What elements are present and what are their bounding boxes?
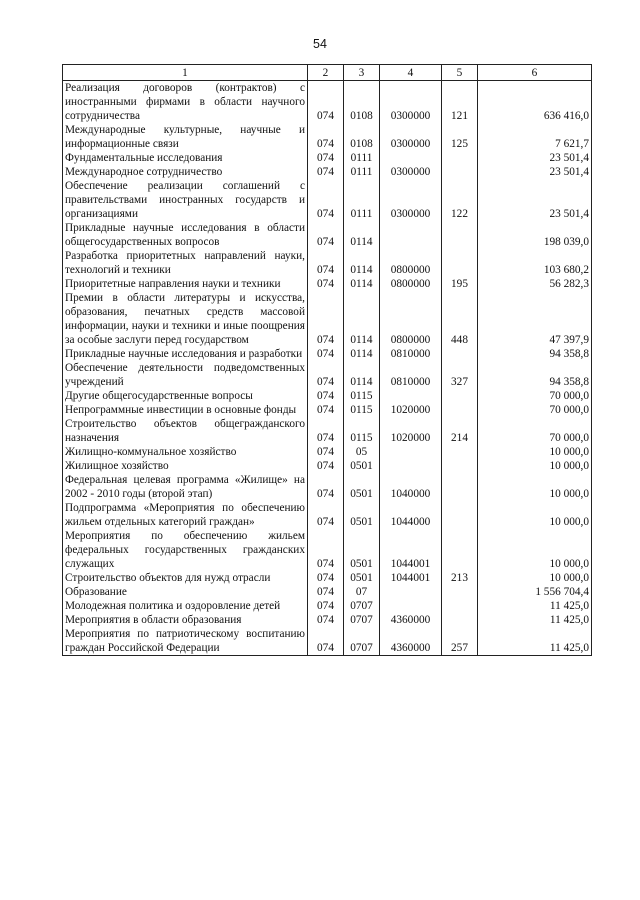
target-item-cell: 1044001 bbox=[380, 571, 442, 585]
section-code-cell: 0114 bbox=[344, 277, 380, 291]
amount-cell: 70 000,0 bbox=[478, 417, 592, 445]
expense-type-cell: 121 bbox=[442, 81, 478, 124]
row-name-cell: Разработка приоритетных направлений науки, технологий и техники bbox=[63, 249, 308, 277]
expense-type-cell: 327 bbox=[442, 361, 478, 389]
target-item-cell: 1020000 bbox=[380, 417, 442, 445]
target-item-cell: 0300000 bbox=[380, 165, 442, 179]
expense-type-cell bbox=[442, 221, 478, 249]
ministry-code-cell: 074 bbox=[308, 165, 344, 179]
ministry-code-cell: 074 bbox=[308, 361, 344, 389]
row-name-cell: Подпрограмма «Мероприятия по обеспечению жильем отдельных категорий граждан» bbox=[63, 501, 308, 529]
section-code-cell: 0707 bbox=[344, 613, 380, 627]
ministry-code-cell: 074 bbox=[308, 417, 344, 445]
row-name-cell: Международное сотрудничество bbox=[63, 165, 308, 179]
ministry-code-cell: 074 bbox=[308, 389, 344, 403]
target-item-cell: 0810000 bbox=[380, 347, 442, 361]
table-row bbox=[63, 403, 592, 417]
row-name-cell: Жилищно-коммунальное хозяйство bbox=[63, 445, 308, 459]
section-code-cell: 0501 bbox=[344, 501, 380, 529]
column-header-3: 3 bbox=[344, 65, 380, 81]
ministry-code-cell: 074 bbox=[308, 123, 344, 151]
amount-cell: 56 282,3 bbox=[478, 277, 592, 291]
target-item-cell: 0300000 bbox=[380, 179, 442, 221]
amount-cell: 10 000,0 bbox=[478, 571, 592, 585]
ministry-code-cell: 074 bbox=[308, 81, 344, 124]
table-row bbox=[63, 165, 592, 179]
table-row bbox=[63, 585, 592, 599]
section-code-cell: 0114 bbox=[344, 291, 380, 347]
amount-cell: 10 000,0 bbox=[478, 473, 592, 501]
target-item-cell bbox=[380, 221, 442, 249]
section-code-cell: 0114 bbox=[344, 347, 380, 361]
target-item-cell bbox=[380, 585, 442, 599]
expense-type-cell: 257 bbox=[442, 627, 478, 656]
section-code-cell: 0108 bbox=[344, 81, 380, 124]
ministry-code-cell: 074 bbox=[308, 459, 344, 473]
table-row bbox=[63, 417, 592, 445]
target-item-cell: 1040000 bbox=[380, 473, 442, 501]
section-code-cell: 0501 bbox=[344, 473, 380, 501]
ministry-code-cell: 074 bbox=[308, 571, 344, 585]
row-name-cell: Жилищное хозяйство bbox=[63, 459, 308, 473]
section-code-cell: 0108 bbox=[344, 123, 380, 151]
table-row bbox=[63, 445, 592, 459]
target-item-cell bbox=[380, 445, 442, 459]
expense-type-cell: 213 bbox=[442, 571, 478, 585]
ministry-code-cell: 074 bbox=[308, 221, 344, 249]
table-row bbox=[63, 473, 592, 501]
budget-table bbox=[62, 64, 592, 656]
ministry-code-cell: 074 bbox=[308, 599, 344, 613]
ministry-code-cell: 074 bbox=[308, 627, 344, 656]
target-item-cell: 0800000 bbox=[380, 277, 442, 291]
section-code-cell: 0707 bbox=[344, 627, 380, 656]
table-row bbox=[63, 347, 592, 361]
amount-cell: 23 501,4 bbox=[478, 179, 592, 221]
row-name-cell: Фундаментальные исследования bbox=[63, 151, 308, 165]
table-row bbox=[63, 627, 592, 656]
section-code-cell: 0115 bbox=[344, 389, 380, 403]
expense-type-cell bbox=[442, 599, 478, 613]
target-item-cell: 1020000 bbox=[380, 403, 442, 417]
section-code-cell: 0111 bbox=[344, 179, 380, 221]
table-row bbox=[63, 529, 592, 571]
expense-type-cell bbox=[442, 529, 478, 571]
amount-cell: 70 000,0 bbox=[478, 403, 592, 417]
target-item-cell: 0300000 bbox=[380, 81, 442, 124]
section-code-cell: 0114 bbox=[344, 221, 380, 249]
amount-cell: 10 000,0 bbox=[478, 459, 592, 473]
expense-type-cell bbox=[442, 403, 478, 417]
table-row bbox=[63, 151, 592, 165]
row-name-cell: Обеспечение реализации соглашений с правительствами иностранных государств и организациями bbox=[63, 179, 308, 221]
expense-type-cell: 122 bbox=[442, 179, 478, 221]
ministry-code-cell: 074 bbox=[308, 445, 344, 459]
amount-cell: 7 621,7 bbox=[478, 123, 592, 151]
table-row bbox=[63, 123, 592, 151]
table-row bbox=[63, 277, 592, 291]
target-item-cell: 0800000 bbox=[380, 249, 442, 277]
ministry-code-cell: 074 bbox=[308, 151, 344, 165]
column-header-5: 5 bbox=[442, 65, 478, 81]
ministry-code-cell: 074 bbox=[308, 403, 344, 417]
target-item-cell: 0800000 bbox=[380, 291, 442, 347]
section-code-cell: 0115 bbox=[344, 417, 380, 445]
amount-cell: 70 000,0 bbox=[478, 389, 592, 403]
column-header-6: 6 bbox=[478, 65, 592, 81]
table-row bbox=[63, 389, 592, 403]
expense-type-cell: 195 bbox=[442, 277, 478, 291]
row-name-cell: Другие общегосударственные вопросы bbox=[63, 389, 308, 403]
column-header-4: 4 bbox=[380, 65, 442, 81]
table-row bbox=[63, 179, 592, 221]
target-item-cell: 4360000 bbox=[380, 627, 442, 656]
expense-type-cell: 448 bbox=[442, 291, 478, 347]
section-code-cell: 0501 bbox=[344, 529, 380, 571]
row-name-cell: Строительство объектов общегражданского назначения bbox=[63, 417, 308, 445]
target-item-cell: 0810000 bbox=[380, 361, 442, 389]
table-row bbox=[63, 291, 592, 347]
table-row bbox=[63, 571, 592, 585]
amount-cell: 103 680,2 bbox=[478, 249, 592, 277]
amount-cell: 11 425,0 bbox=[478, 627, 592, 656]
amount-cell: 10 000,0 bbox=[478, 445, 592, 459]
row-name-cell: Мероприятия по обеспечению жильем федеральных государственных гражданских служащих bbox=[63, 529, 308, 571]
expense-type-cell bbox=[442, 473, 478, 501]
row-name-cell: Международные культурные, научные и информационные связи bbox=[63, 123, 308, 151]
amount-cell: 23 501,4 bbox=[478, 151, 592, 165]
column-header-1: 1 bbox=[63, 65, 308, 81]
ministry-code-cell: 074 bbox=[308, 473, 344, 501]
expense-type-cell: 214 bbox=[442, 417, 478, 445]
target-item-cell bbox=[380, 459, 442, 473]
row-name-cell: Молодежная политика и оздоровление детей bbox=[63, 599, 308, 613]
target-item-cell: 1044000 bbox=[380, 501, 442, 529]
expense-type-cell bbox=[442, 151, 478, 165]
target-item-cell: 1044001 bbox=[380, 529, 442, 571]
row-name-cell: Строительство объектов для нужд отрасли bbox=[63, 571, 308, 585]
amount-cell: 94 358,8 bbox=[478, 347, 592, 361]
expense-type-cell bbox=[442, 459, 478, 473]
row-name-cell: Мероприятия по патриотическому воспитанию граждан Российской Федерации bbox=[63, 627, 308, 656]
section-code-cell: 0114 bbox=[344, 361, 380, 389]
row-name-cell: Приоритетные направления науки и техники bbox=[63, 277, 308, 291]
expense-type-cell bbox=[442, 165, 478, 179]
expense-type-cell bbox=[442, 389, 478, 403]
target-item-cell: 0300000 bbox=[380, 123, 442, 151]
target-item-cell bbox=[380, 389, 442, 403]
expense-type-cell bbox=[442, 585, 478, 599]
amount-cell: 11 425,0 bbox=[478, 599, 592, 613]
ministry-code-cell: 074 bbox=[308, 347, 344, 361]
table-row bbox=[63, 613, 592, 627]
row-name-cell: Мероприятия в области образования bbox=[63, 613, 308, 627]
table-row bbox=[63, 459, 592, 473]
expense-type-cell bbox=[442, 347, 478, 361]
ministry-code-cell: 074 bbox=[308, 529, 344, 571]
amount-cell: 10 000,0 bbox=[478, 529, 592, 571]
target-item-cell: 4360000 bbox=[380, 613, 442, 627]
amount-cell: 11 425,0 bbox=[478, 613, 592, 627]
section-code-cell: 0501 bbox=[344, 459, 380, 473]
ministry-code-cell: 074 bbox=[308, 585, 344, 599]
row-name-cell: Прикладные научные исследования в области общегосударственных вопросов bbox=[63, 221, 308, 249]
ministry-code-cell: 074 bbox=[308, 179, 344, 221]
column-header-2: 2 bbox=[308, 65, 344, 81]
section-code-cell: 05 bbox=[344, 445, 380, 459]
target-item-cell bbox=[380, 151, 442, 165]
ministry-code-cell: 074 bbox=[308, 249, 344, 277]
table-row bbox=[63, 221, 592, 249]
expense-type-cell: 125 bbox=[442, 123, 478, 151]
expense-type-cell bbox=[442, 445, 478, 459]
expense-type-cell bbox=[442, 249, 478, 277]
expense-type-cell bbox=[442, 613, 478, 627]
table-row bbox=[63, 81, 592, 124]
header-row bbox=[63, 65, 592, 81]
amount-cell: 198 039,0 bbox=[478, 221, 592, 249]
amount-cell: 47 397,9 bbox=[478, 291, 592, 347]
row-name-cell: Обеспечение деятельности подведомственных учреждений bbox=[63, 361, 308, 389]
amount-cell: 10 000,0 bbox=[478, 501, 592, 529]
expense-type-cell bbox=[442, 501, 478, 529]
target-item-cell bbox=[380, 599, 442, 613]
amount-cell: 94 358,8 bbox=[478, 361, 592, 389]
row-name-cell: Образование bbox=[63, 585, 308, 599]
section-code-cell: 0707 bbox=[344, 599, 380, 613]
ministry-code-cell: 074 bbox=[308, 277, 344, 291]
section-code-cell: 0111 bbox=[344, 151, 380, 165]
row-name-cell: Премии в области литературы и искусства, образования, печатных средств массовой информации, науки и техники и иные поощрения за особые заслуги перед государством bbox=[63, 291, 308, 347]
amount-cell: 23 501,4 bbox=[478, 165, 592, 179]
section-code-cell: 0115 bbox=[344, 403, 380, 417]
row-name-cell: Реализация договоров (контрактов) с иностранными фирмами в области научного сотрудничества bbox=[63, 81, 308, 124]
page-number: 54 bbox=[313, 37, 327, 51]
ministry-code-cell: 074 bbox=[308, 613, 344, 627]
section-code-cell: 0114 bbox=[344, 249, 380, 277]
ministry-code-cell: 074 bbox=[308, 501, 344, 529]
amount-cell: 636 416,0 bbox=[478, 81, 592, 124]
ministry-code-cell: 074 bbox=[308, 291, 344, 347]
table-row bbox=[63, 361, 592, 389]
amount-cell: 1 556 704,4 bbox=[478, 585, 592, 599]
row-name-cell: Федеральная целевая программа «Жилище» на 2002 - 2010 годы (второй этап) bbox=[63, 473, 308, 501]
section-code-cell: 0501 bbox=[344, 571, 380, 585]
row-name-cell: Непрограммные инвестиции в основные фонды bbox=[63, 403, 308, 417]
table-row bbox=[63, 599, 592, 613]
row-name-cell: Прикладные научные исследования и разработки bbox=[63, 347, 308, 361]
section-code-cell: 0111 bbox=[344, 165, 380, 179]
table-row bbox=[63, 501, 592, 529]
section-code-cell: 07 bbox=[344, 585, 380, 599]
table-row bbox=[63, 249, 592, 277]
